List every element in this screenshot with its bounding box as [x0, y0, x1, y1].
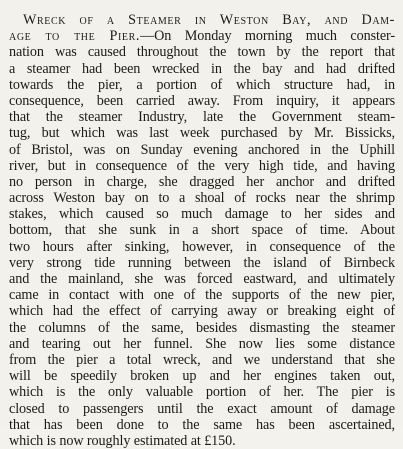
article-line-8: tug, but which was last week purchased by Mr. Bissicks,: [9, 125, 395, 142]
article-line-24: which is the only valuable portion of her. The pier is: [9, 384, 395, 401]
article-line-3: nation was caused throughout the town by the report that: [9, 44, 395, 61]
article-line-23: will be speedily broken up and her engines taken out,: [9, 368, 395, 385]
article-line-18: came in contact with one of the supports of the new pier,: [9, 287, 395, 304]
article-line-27: which is now roughly estimated at £150.: [9, 432, 236, 449]
article-line-9: of Bristol, was on Sunday evening anchored in the Uphill: [9, 141, 395, 158]
article-line-16: very strong tide running between the island of Birnbeck: [9, 254, 395, 271]
article-headline: Wreck of a Steamer in Weston Bay, and Dam-: [23, 12, 395, 28]
article-line-6: consequence, been carried away. From inquiry, it appears: [9, 92, 395, 109]
article-line-5: towards the pier, a portion of which structure had, in: [9, 76, 395, 93]
article-line-7: that the steamer Industry, late the Government steam-: [9, 109, 395, 126]
article-line-19: which had the effect of carrying away or breaking eight of: [9, 303, 395, 320]
article-headline-continued: age to the Pier.: [9, 28, 141, 45]
article-line-11: no person in charge, she dragged her anchor and drifted: [9, 173, 395, 190]
article-body: [9, 12, 395, 449]
article-line-2: age to the Pier.—On Monday morning much conster-: [9, 28, 395, 45]
article-line-12: across Weston bay on to a shoal of rocks near the shrimp: [9, 190, 395, 207]
article-line-1: [9, 12, 395, 28]
article-line-14: bottom, that she sunk in a short space of time. About: [9, 222, 395, 239]
article-line-22: from the pier a total wreck, and we understand that she: [9, 351, 395, 368]
article-line-20: the columns of the same, besides dismasting the steamer: [9, 319, 395, 336]
article-line-4: a steamer had been wrecked in the bay and had drifted: [9, 60, 395, 77]
article-line-21: and tearing out her funnel. She now lies some distance: [9, 335, 395, 352]
article-line-13: stakes, which caused so much damage to her sides and: [9, 206, 395, 223]
article-line-17: and the mainland, she was forced eastward, and ultimately: [9, 271, 395, 287]
article-line-15: two hours after sinking, however, in consequence of the: [9, 238, 395, 255]
article-line-26: that has been done to the same has been ascertained,: [9, 416, 395, 433]
article-line-10: river, but in consequence of the very high tide, and having: [9, 157, 395, 174]
article-line-25: closed to passengers until the exact amount of damage: [9, 400, 395, 417]
